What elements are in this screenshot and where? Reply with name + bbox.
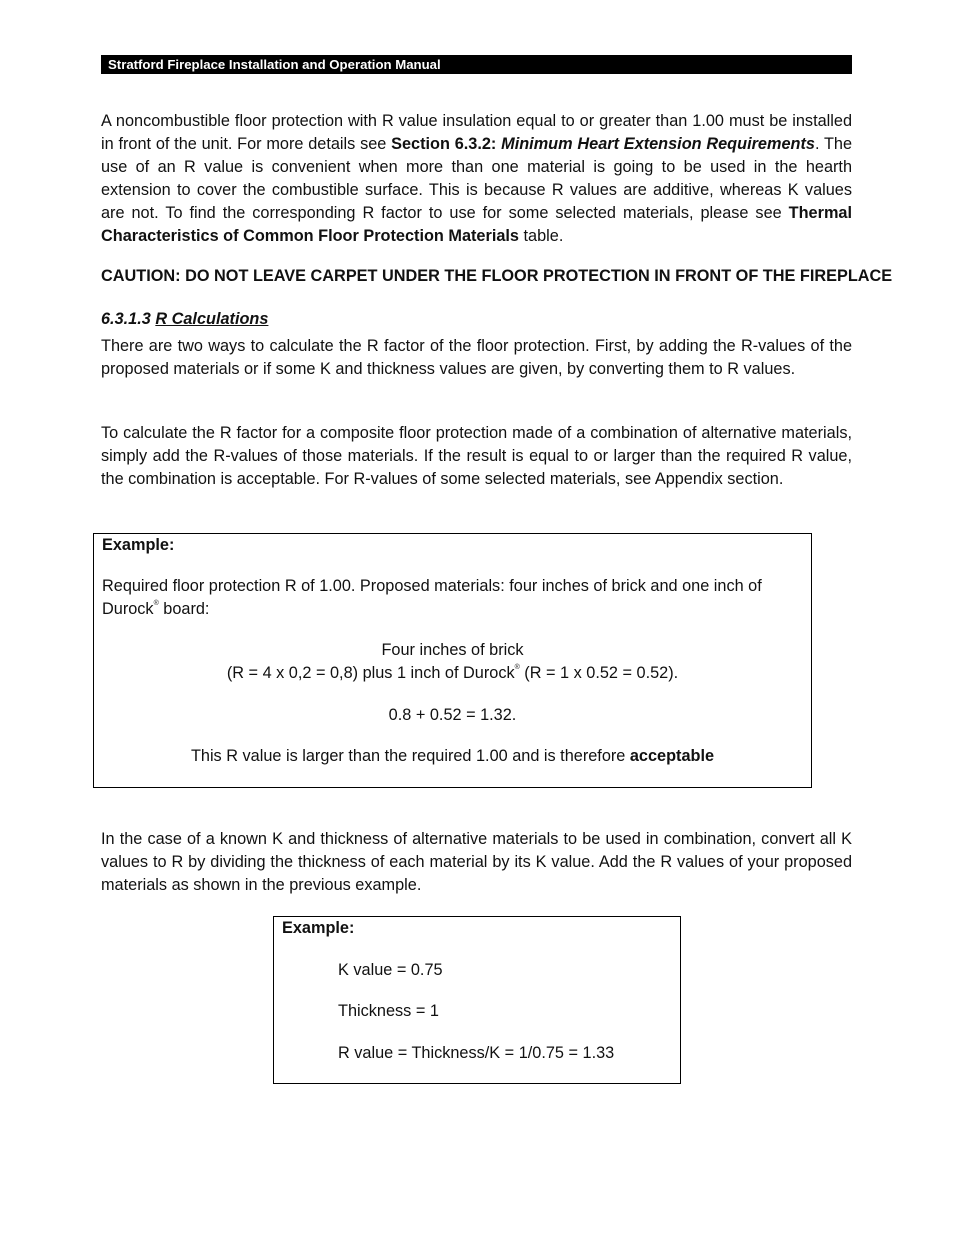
example-1-line-1: Four inches of brick [381, 641, 524, 659]
example-1-conclusion: This R value is larger than the required 1.00 and is therefore acceptable [190, 747, 715, 765]
section-reference-title: Minimum Heart Extension Requirements [501, 135, 815, 153]
caution-text: CAUTION: DO NOT LEAVE CARPET UNDER THE FLOOR PROTECTION IN FRONT OF THE FIREPLACE [101, 267, 893, 285]
section-reference: Section 6.3.2: [391, 135, 497, 153]
thickness-line: Thickness = 1 [338, 1002, 439, 1020]
example-1-sum: 0.8 + 0.52 = 1.32. [388, 706, 517, 724]
k-conversion-paragraph: In the case of a known K and thickness of alternative materials to be used in combination, convert all K values to R by dividing the thickness of each material by its K value. Add the R values of your proposed materials as shown in the previous example. [101, 830, 852, 894]
intro-text-3: table. [518, 227, 564, 245]
intro-text-1: A noncombustible floor protection with R value insulation equal to or greater than 1.00 must be installed in front of the unit. For more details see [101, 112, 852, 153]
section-paragraph-1: There are two ways to calculate the R factor of the floor protection. First, by adding the R-values of the proposed materials or if some K and thickness values are given, by converting them to R values. [101, 337, 852, 378]
page-header: Stratford Fireplace Installation and Operation Manual [101, 55, 852, 74]
r-value-line: R value = Thickness/K = 1/0.75 = 1.33 [338, 1044, 615, 1062]
table-reference: Thermal Characteristics of Common Floor Protection Materials [101, 204, 852, 245]
section-heading [101, 308, 268, 331]
acceptable-text: acceptable [629, 747, 715, 765]
k-value-line: K value = 0.75 [338, 961, 443, 979]
example-1-line-2: (R = 4 x 0,2 = 0,8) plus 1 inch of Durock® (R = 1 x 0.52 = 0.52). [226, 664, 679, 682]
section-paragraph-2: To calculate the R factor for a composite floor protection made of a combination of alternative materials, simply add the R-values of those materials. If the result is equal to or larger than the required R value, the combination is acceptable. For R-values of some selected materials, see Appendix section. [101, 424, 852, 488]
section-title: R Calculations [155, 310, 269, 328]
intro-text-2: . The use of an R value is convenient when more than one material is going to be used in the hearth extension to cover the combustible surface. This is because R values are additive, whereas K values are not. To find the corresponding R factor to use for some selected materials, please see [101, 135, 853, 222]
example-1-label: Example: [102, 536, 175, 554]
example-box-1 [93, 533, 812, 788]
example-2-label: Example: [282, 919, 355, 937]
intro-paragraph [101, 110, 852, 248]
example-box-2 [273, 916, 681, 1084]
registered-mark: ® [153, 600, 159, 607]
example-1-intro: Required floor protection R of 1.00. Proposed materials: four inches of brick and one inch of Durock® board: [102, 577, 762, 618]
section-number: 6.3.1.3 [101, 310, 151, 328]
registered-mark: ® [514, 664, 520, 671]
